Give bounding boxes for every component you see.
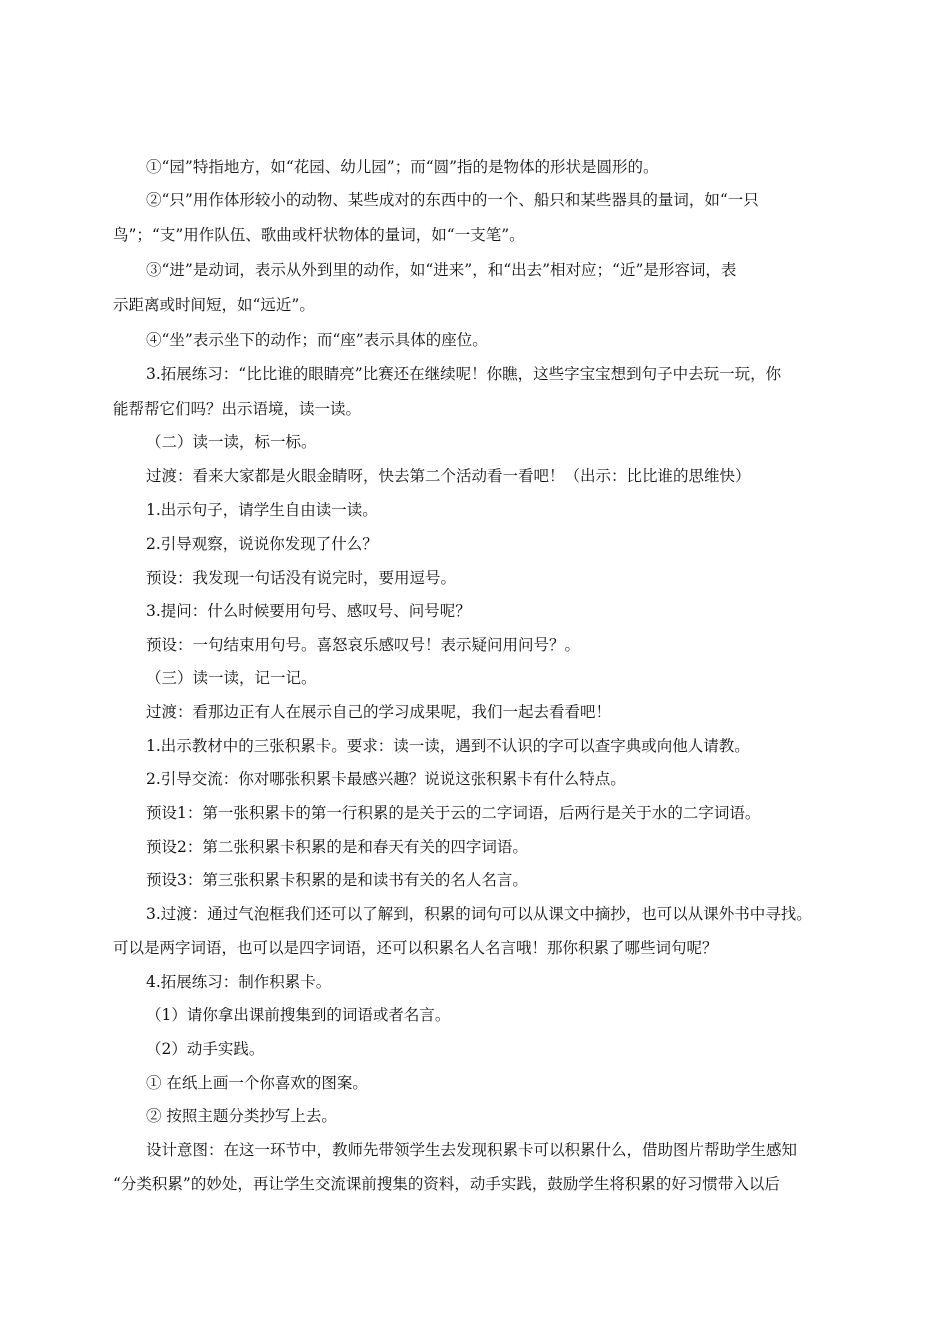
paragraph-line: 1.出示句子，请学生自由读一读。 (146, 501, 378, 519)
paragraph-line: 3.提问：什么时候要用句号、感叹号、问号呢？ (146, 602, 471, 620)
paragraph-line: 过渡：看那边正有人在展示自己的学习成果呢，我们一起去看看吧！ (146, 703, 612, 721)
paragraph-line: 预设：一句结束用句号。喜怒哀乐感叹号！表示疑问用问号？。 (146, 636, 581, 654)
paragraph-line: ①“园”特指地方，如“花园、幼儿园”；而“圆”指的是物体的形状是圆形的。 (146, 158, 659, 176)
paragraph-line: ②“只”用作体形较小的动物、某些成对的东西中的一个、船只和某些器具的量词，如“一只 (146, 191, 759, 209)
paragraph-line: 可以是两字词语，也可以是四字词语，还可以积累名人名言哦！那你积累了哪些词句呢？ (113, 939, 718, 957)
paragraph-line: 预设2：第二张积累卡积累的是和春天有关的四字词语。 (146, 838, 528, 856)
section-heading: （二）读一读，标一标。 (146, 433, 317, 451)
paragraph-line: 2.引导观察，说说你发现了什么？ (146, 535, 378, 553)
paragraph-line: 3.拓展练习：“比比谁的眼睛亮”比赛还在继续呢！你瞧，这些字宝宝想到句子中去玩一玩，你 (146, 365, 782, 383)
paragraph-line: 3.过渡：通过气泡框我们还可以了解到，积累的词句可以从课文中摘抄，也可以从课外书中寻找。 (146, 905, 812, 923)
paragraph-line: （2）动手实践。 (146, 1040, 265, 1058)
paragraph-line: 设计意图：在这一环节中，教师先带领学生去发现积累卡可以积累什么，借助图片帮助学生感知 (146, 1141, 798, 1159)
paragraph-line: ③“进”是动词，表示从外到里的动作，如“进来”，和“出去”相对应；“近”是形容词，表 (146, 261, 737, 279)
section-heading: （三）读一读，记一记。 (146, 669, 317, 687)
paragraph-line: ② 按照主题分类抄写上去。 (146, 1107, 337, 1125)
paragraph-line: ① 在纸上画一个你喜欢的图案。 (146, 1074, 368, 1092)
paragraph-line: 过渡：看来大家都是火眼金睛呀，快去第二个活动看一看吧！（出示：比比谁的思维快） (146, 467, 751, 485)
paragraph-line: 预设：我发现一句话没有说完时，要用逗号。 (146, 569, 457, 587)
paragraph-line: 鸟”；“支”用作队伍、歌曲或杆状物体的量词，如“一支笔”。 (113, 226, 525, 244)
paragraph-line: ④“坐”表示坐下的动作；而“座”表示具体的座位。 (146, 331, 488, 349)
paragraph-line: “分类积累”的妙处，再让学生交流课前搜集的资料，动手实践，鼓励学生将积累的好习惯带入以后 (113, 1175, 780, 1193)
paragraph-line: （1）请你拿出课前搜集到的词语或者名言。 (146, 1006, 451, 1024)
paragraph-line: 能帮帮它们吗？出示语境，读一读。 (113, 400, 362, 418)
paragraph-line: 2.引导交流：你对哪张积累卡最感兴趣？说说这张积累卡有什么特点。 (146, 770, 626, 788)
paragraph-line: 示距离或时间短，如“远近”。 (113, 296, 315, 314)
paragraph-line: 预设1：第一张积累卡的第一行积累的是关于云的二字词语，后两行是关于水的二字词语。 (146, 804, 761, 822)
paragraph-line: 预设3：第三张积累卡积累的是和读书有关的名人名言。 (146, 871, 528, 889)
paragraph-line: 4.拓展练习：制作积累卡。 (146, 973, 332, 991)
paragraph-line: 1.出示教材中的三张积累卡。要求：读一读，遇到不认识的字可以查字典或向他人请教。 (146, 737, 750, 755)
